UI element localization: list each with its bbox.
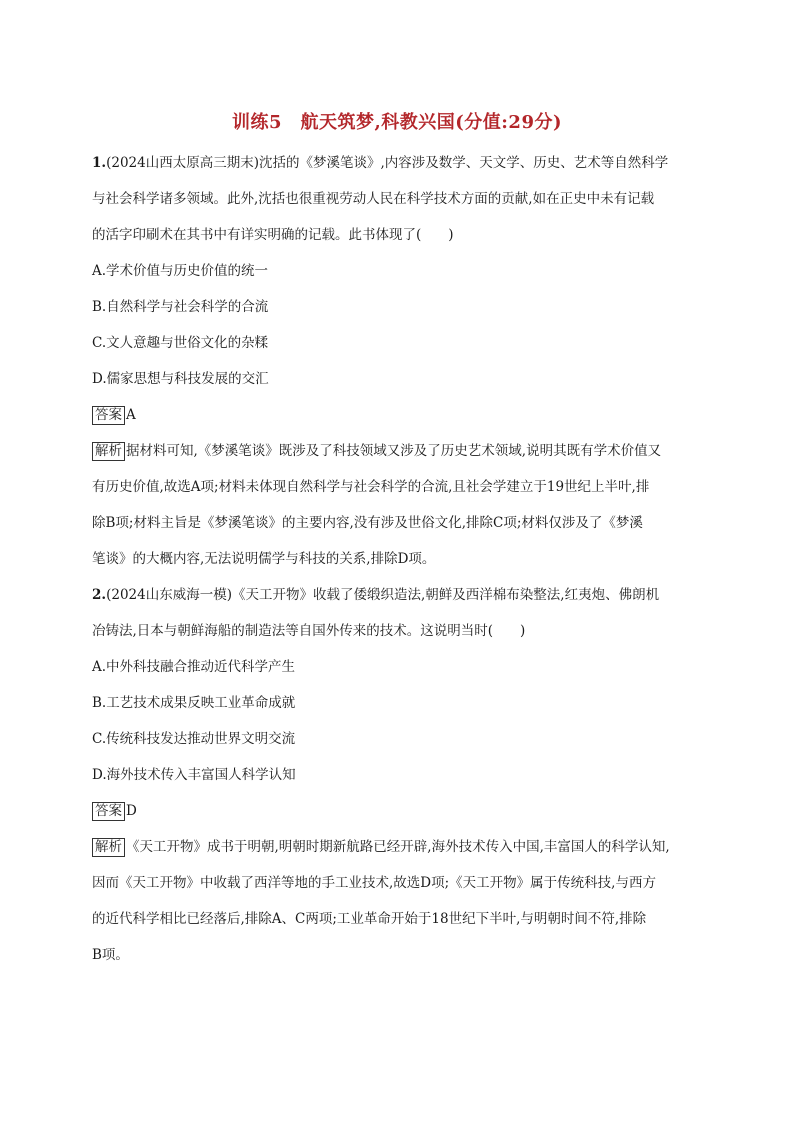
q2-number: 2. [92,587,107,603]
q2-analysis-line-1: 解析 《天工开物》成书于明朝,明朝时期新航路已经开辟,海外技术传入中国,丰富国人的科学认知, [92,837,712,857]
q1-number: 1. [92,155,107,171]
q1-option-b: B.自然科学与社会科学的合流 [92,299,269,315]
q1-analysis-label: 解析 [92,442,125,461]
q1-stem-line-3: 的活字印刷术在其书中有详实明确的记载。此书体现了( ) [92,227,454,243]
q1-analysis-line-1: 解析 据材料可知,《梦溪笔谈》既涉及了科技领域又涉及了历史艺术领域,说明其既有学术价值又 [92,441,712,461]
q1-answer-value: A [126,407,136,423]
q2-answer-label: 答案 [92,802,125,821]
q1-analysis-line-3: 除B项;材料主旨是《梦溪笔谈》的主要内容,没有涉及世俗文化,排除C项;材料仅涉及了《梦溪 [92,515,643,531]
q1-answer [92,405,712,425]
q2-answer [92,801,712,821]
q2-option-b: B.工艺技术成果反映工业革命成就 [92,695,296,711]
q2-option-c: C.传统科技发达推动世界文明交流 [92,731,296,747]
q2-analysis-line-3: 的近代科学相比已经落后,排除A、C两项;工业革命开始于18世纪下半叶,与明朝时间不符,排除 [92,911,647,927]
q1-stem-line-1: 1.(2024山西太原高三期末)沈括的《梦溪笔谈》,内容涉及数学、天文学、历史、艺术等自然科学 [92,155,669,171]
q2-analysis-line-4: B项。 [92,947,129,963]
q2-stem-line-1: 2.(2024山东威海一模)《天工开物》收载了倭缎织造法,朝鲜及西洋棉布染整法,红夷炮、佛朗机 [92,587,660,603]
q1-option-d: D.儒家思想与科技发展的交汇 [92,371,269,387]
q2-stem-line-2: 冶铸法,日本与朝鲜海船的制造法等自国外传来的技术。这说明当时( ) [92,623,526,639]
q1-analysis-line-4: 笔谈》的大概内容,无法说明儒学与科技的关系,排除D项。 [92,551,436,567]
q1-answer-label: 答案 [92,406,125,425]
q2-answer-value: D [126,803,137,819]
page-title: 训练5 航天筑梦,科教兴国(分值:29分) [231,112,563,133]
q1-stem-line-2: 与社会科学诸多领域。此外,沈括也很重视劳动人民在科学技术方面的贡献,如在正史中未有记载 [92,191,655,207]
q1-option-a: A.学术价值与历史价值的统一 [92,263,269,279]
q2-option-a: A.中外科技融合推动近代科学产生 [92,659,296,675]
q2-analysis-line-2: 因而《天工开物》中收载了西洋等地的手工业技术,故选D项;《天工开物》属于传统科技,与西方 [92,875,656,891]
q2-analysis-label: 解析 [92,838,125,857]
q1-option-c: C.文人意趣与世俗文化的杂糅 [92,335,269,351]
q2-option-d: D.海外技术传入丰富国人科学认知 [92,767,296,783]
q1-analysis-line-2: 有历史价值,故选A项;材料未体现自然科学与社会科学的合流,且社会学建立于19世纪上半叶,排 [92,479,650,495]
